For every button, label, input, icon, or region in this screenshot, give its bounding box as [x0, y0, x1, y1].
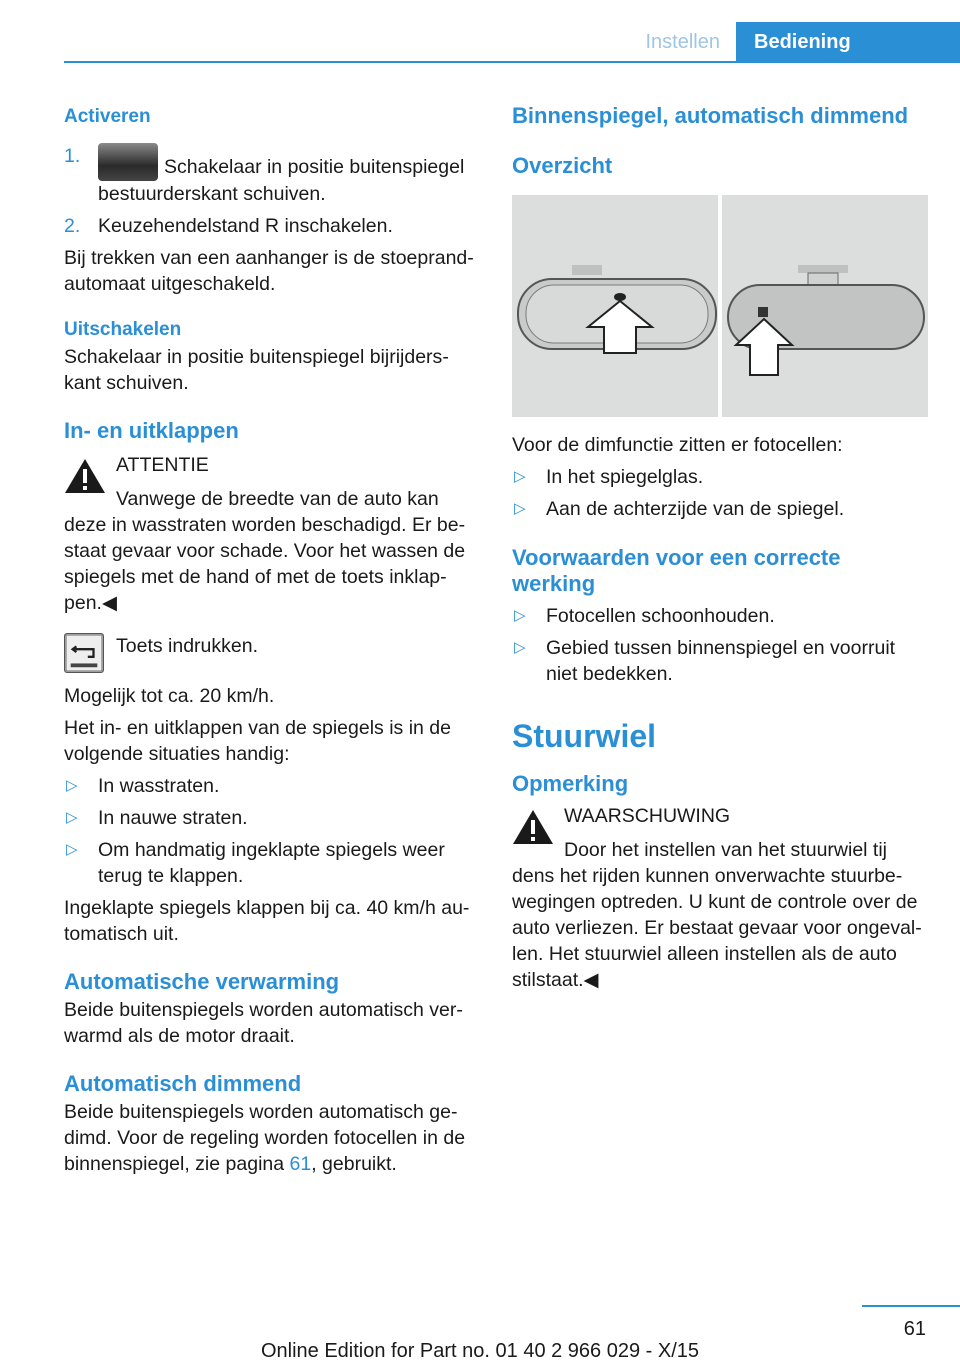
- triangle-bullet-icon: ▷: [66, 777, 78, 794]
- list-item-text: Aan de achterzijde van de spiegel.: [546, 498, 845, 520]
- paragraph-uitschakelen: Schakelaar in positie buitenspiegel bijrijderskant schuiven.: [64, 346, 449, 394]
- paragraph-verwarming: Beide buitenspiegels worden automatisch verwarmd als de motor draait.: [64, 999, 463, 1047]
- triangle-bullet-icon: ▷: [514, 607, 526, 624]
- heading-verwarming: Automatische verwarming: [64, 969, 340, 994]
- step-text: Schakelaar in positie buitenspiegel bestuurderskant schuiven.: [98, 156, 465, 205]
- waarschuwing-text-rest: dens het rijden kunnen onverwachte stuurbewegingen optreden. U kunt de controle over de auto verliezen. Er bestaat gevaar voor ongevallen. Het stuurwiel alleen instellen als de auto stilstaat.◀: [512, 865, 922, 991]
- waarschuwing-notice: [512, 803, 928, 863]
- triangle-bullet-icon: ▷: [514, 468, 526, 485]
- list-item: [512, 496, 928, 522]
- mirror-front-image: [512, 195, 718, 417]
- step-1: [64, 143, 478, 207]
- fold-mirror-key-icon: [64, 633, 104, 673]
- paragraph-dimmend: [64, 1099, 478, 1177]
- heading-opmerking: Opmerking: [512, 771, 629, 796]
- mirror-front-illustration: [512, 195, 718, 417]
- triangle-bullet-icon: ▷: [66, 841, 78, 858]
- list-item: [64, 773, 478, 799]
- attentie-notice: [64, 452, 478, 512]
- list-item: [512, 635, 928, 687]
- paragraph-fotocellen: Voor de dimfunctie zitten er fotocellen:: [512, 434, 843, 456]
- page-link-61[interactable]: 61: [289, 1153, 312, 1175]
- mirror-photo: [512, 195, 928, 417]
- list-item-text: In het spiegelglas.: [546, 466, 704, 488]
- warning-triangle-icon: [64, 458, 106, 494]
- heading-dimmend: Automatisch dimmend: [64, 1071, 302, 1096]
- step-number: 1.: [64, 145, 81, 167]
- page-number: 61: [903, 1318, 926, 1340]
- attentie-text-rest: deze in wasstraten worden beschadigd. Er bestaat gevaar voor schade. Voor het wassen de spiegels met de hand of met de toets inklappen.◀: [64, 514, 466, 614]
- attentie-label: ATTENTIE: [116, 454, 209, 476]
- list-item: [64, 805, 478, 831]
- toets-instruction: [64, 633, 478, 677]
- heading-activeren: Activeren: [64, 106, 151, 127]
- footer-rule: [862, 1305, 960, 1307]
- list-item: [512, 464, 928, 490]
- triangle-bullet-icon: ▷: [514, 500, 526, 517]
- dimmend-text: Beide buitenspiegels worden automatisch gedimd. Voor de regeling worden fotocellen in de binnenspiegel, zie pagina: [64, 1101, 466, 1175]
- mirror-back-image: [722, 195, 928, 417]
- paragraph-ingeklapt: Ingeklapte spiegels klappen bij ca. 40 km/h automatisch uit.: [64, 897, 470, 945]
- mirror-switch-icon: [98, 143, 158, 181]
- list-item-text: Om handmatig ingeklapte spiegels weer terug te klappen.: [98, 839, 445, 887]
- heading-binnenspiegel: Binnenspiegel, automatisch dimmend: [512, 103, 909, 128]
- list-item: [512, 603, 928, 629]
- dimmend-text-end: , gebruikt.: [311, 1153, 397, 1175]
- warning-triangle-icon: [512, 809, 554, 845]
- edition-footer: Online Edition for Part no. 01 40 2 966 029 - X/15: [260, 1340, 700, 1362]
- triangle-bullet-icon: ▷: [66, 809, 78, 826]
- list-item-text: In wasstraten.: [98, 775, 220, 797]
- step-text: Keuzehendelstand R inschakelen.: [98, 215, 393, 237]
- paragraph-mogelijk: Mogelijk tot ca. 20 km/h.: [64, 685, 275, 707]
- mirror-back-illustration: [722, 195, 928, 417]
- header-rule: [64, 61, 960, 63]
- attentie-text-start: Vanwege de breedte van de auto kan: [116, 488, 439, 510]
- list-item-text: Gebied tussen binnenspiegel en voorruit niet bedekken.: [546, 637, 896, 685]
- heading-voorwaarden: Voorwaarden voor een correcte werking: [512, 545, 841, 596]
- waarschuwing-text-start: Door het instellen van het stuurwiel tij: [564, 839, 887, 861]
- left-column: [64, 100, 478, 1177]
- right-column: [512, 100, 928, 993]
- paragraph-aanhanger: Bij trekken van een aanhanger is de stoeprandautomaat uitgeschakeld.: [64, 247, 474, 295]
- step-2: [64, 213, 478, 239]
- heading-overzicht: Overzicht: [512, 153, 613, 178]
- waarschuwing-label: WAARSCHUWING: [564, 805, 731, 827]
- heading-inklappen: In- en uitklappen: [64, 418, 239, 443]
- tab-instellen[interactable]: Instellen: [645, 31, 720, 53]
- list-item-text: Fotocellen schoonhouden.: [546, 605, 775, 627]
- list-item-text: In nauwe straten.: [98, 807, 248, 829]
- heading-uitschakelen: Uitschakelen: [64, 319, 182, 340]
- paragraph-handig-intro: Het in- en uitklappen van de spiegels is in de volgende situaties handig:: [64, 717, 451, 765]
- tab-bediening[interactable]: Bediening: [736, 22, 960, 62]
- list-item: [64, 837, 478, 889]
- step-number: 2.: [64, 215, 81, 237]
- heading-stuurwiel: Stuurwiel: [512, 718, 657, 754]
- toets-text: Toets indrukken.: [116, 635, 258, 657]
- triangle-bullet-icon: ▷: [514, 639, 526, 656]
